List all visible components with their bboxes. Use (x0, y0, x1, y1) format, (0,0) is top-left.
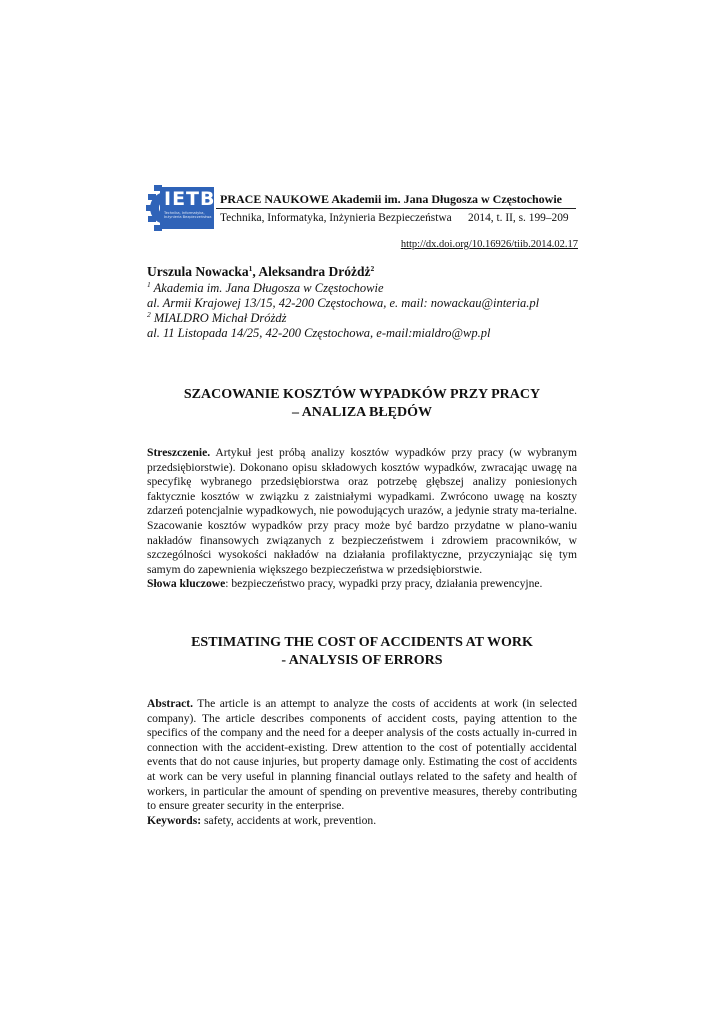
affiliation-line (147, 326, 490, 341)
english-keywords (147, 814, 577, 829)
affiliation-line (147, 281, 384, 296)
polish-abstract (147, 446, 577, 592)
affiliation-sup: 2 (147, 310, 151, 319)
polish-title-line: – ANALIZA BŁĘDÓW (291, 405, 433, 420)
keywords-label: Słowa kluczowe (147, 577, 226, 591)
author-separator: , (252, 264, 259, 279)
logo-text: IETB (164, 188, 216, 210)
abstract-label: Abstract. (147, 697, 194, 710)
header-divider (216, 208, 576, 209)
affiliation-text: al. 11 Listopada 14/25, 42-200 Częstochowa, e-mail:mialdro@wp.pl (147, 326, 491, 340)
keywords-text: : bezpieczeństwo pracy, wypadki przy pracy, działania prewencyjne. (225, 577, 543, 591)
journal-subtitle: Technika, Informatyka, Inżynieria Bezpieczeństwa (220, 212, 452, 224)
doi-link[interactable]: http://dx.doi.org/10.16926/tiib.2014.02.17 (400, 239, 578, 250)
polish-title (140, 386, 584, 422)
journal-title: PRACE NAUKOWE Akademii im. Jana Długosza w Częstochowie (220, 192, 562, 206)
affiliation-text: MIALDRO Michał Dróżdż (150, 311, 287, 325)
author-sup: 1 (248, 264, 253, 273)
affiliation-text: al. Armii Krajowej 13/15, 42-200 Częstochowa, e. mail: nowackau@interia.pl (147, 296, 540, 310)
author-name: Urszula Nowacka (147, 264, 249, 279)
polish-title-line: SZACOWANIE KOSZTÓW WYPADKÓW PRZY PRACY (183, 387, 541, 402)
english-title-line: - ANALYSIS OF ERRORS (281, 653, 443, 668)
english-title (140, 634, 584, 670)
keywords-label: Keywords: (147, 813, 202, 827)
abstract-label: Streszczenie. (147, 446, 211, 459)
author-name: Aleksandra Dróżdż (258, 264, 371, 279)
authors-line (147, 264, 374, 280)
english-title-line: ESTIMATING THE COST OF ACCIDENTS AT WORK (191, 635, 533, 650)
polish-keywords (147, 577, 577, 592)
journal-issue: 2014, t. II, s. 199–209 (468, 212, 569, 224)
abstract-text: Artykuł jest próbą analizy kosztów wypadków przy pracy (w wybranym przedsiębiorstwie). Dokonano opisu składowych kosztów wypadków, zwracając uwagę na specyfikę wybranego przedsiębiorstwa oraz potrzebę głębszej analizy poniesionych faktycznie kosztów w związku z zaistniałymi wypadkami. Zwrócono uwagę na koszty zdarzeń potencjalnie wypadkowych, nie powodujących urazów, a jedynie straty ma-terialne. Szacowanie kosztów wypadków przy pracy może być bardzo przydatne w plano-waniu nakładów finansowych związanych z bezpieczeństwem i zdrowiem pracowników, w szczególności wysokości nakładów na działania profilaktyczne, przyczyniając się tym samym do zapewnienia większego bezpieczeństwa w przedsiębiorstwie. (147, 446, 577, 576)
affiliation-sup: 1 (147, 280, 151, 289)
logo-subtext: Technika, Informatyka, Inżynieria Bezpieczeństwa (164, 211, 212, 220)
journal-logo (146, 183, 214, 233)
affiliation-line (147, 296, 539, 311)
affiliation-line (147, 311, 287, 326)
logo-box (160, 187, 214, 229)
author-sup: 2 (370, 264, 375, 273)
english-abstract (147, 697, 577, 828)
affiliation-text: Akademia im. Jana Długosza w Częstochowie (150, 281, 384, 295)
keywords-text: safety, accidents at work, prevention. (201, 813, 377, 827)
abstract-text: The article is an attempt to analyze the costs of accidents at work (in selected company). The article describes components of accident costs, paying attention to the specifics of the company and the need for a deeper analysis of the costs actually in-curred in connection with the accident-existing. Drew attention to the cost of potentially accidental events that do not cause injuries, but property damage only. Estimating the cost of accidents at work can be very useful in planning financial outlays related to the safety and health of workers, in particular the amount of spending on preventive measures, thereby contributing to ensure greater security in the enterprise. (147, 697, 577, 813)
